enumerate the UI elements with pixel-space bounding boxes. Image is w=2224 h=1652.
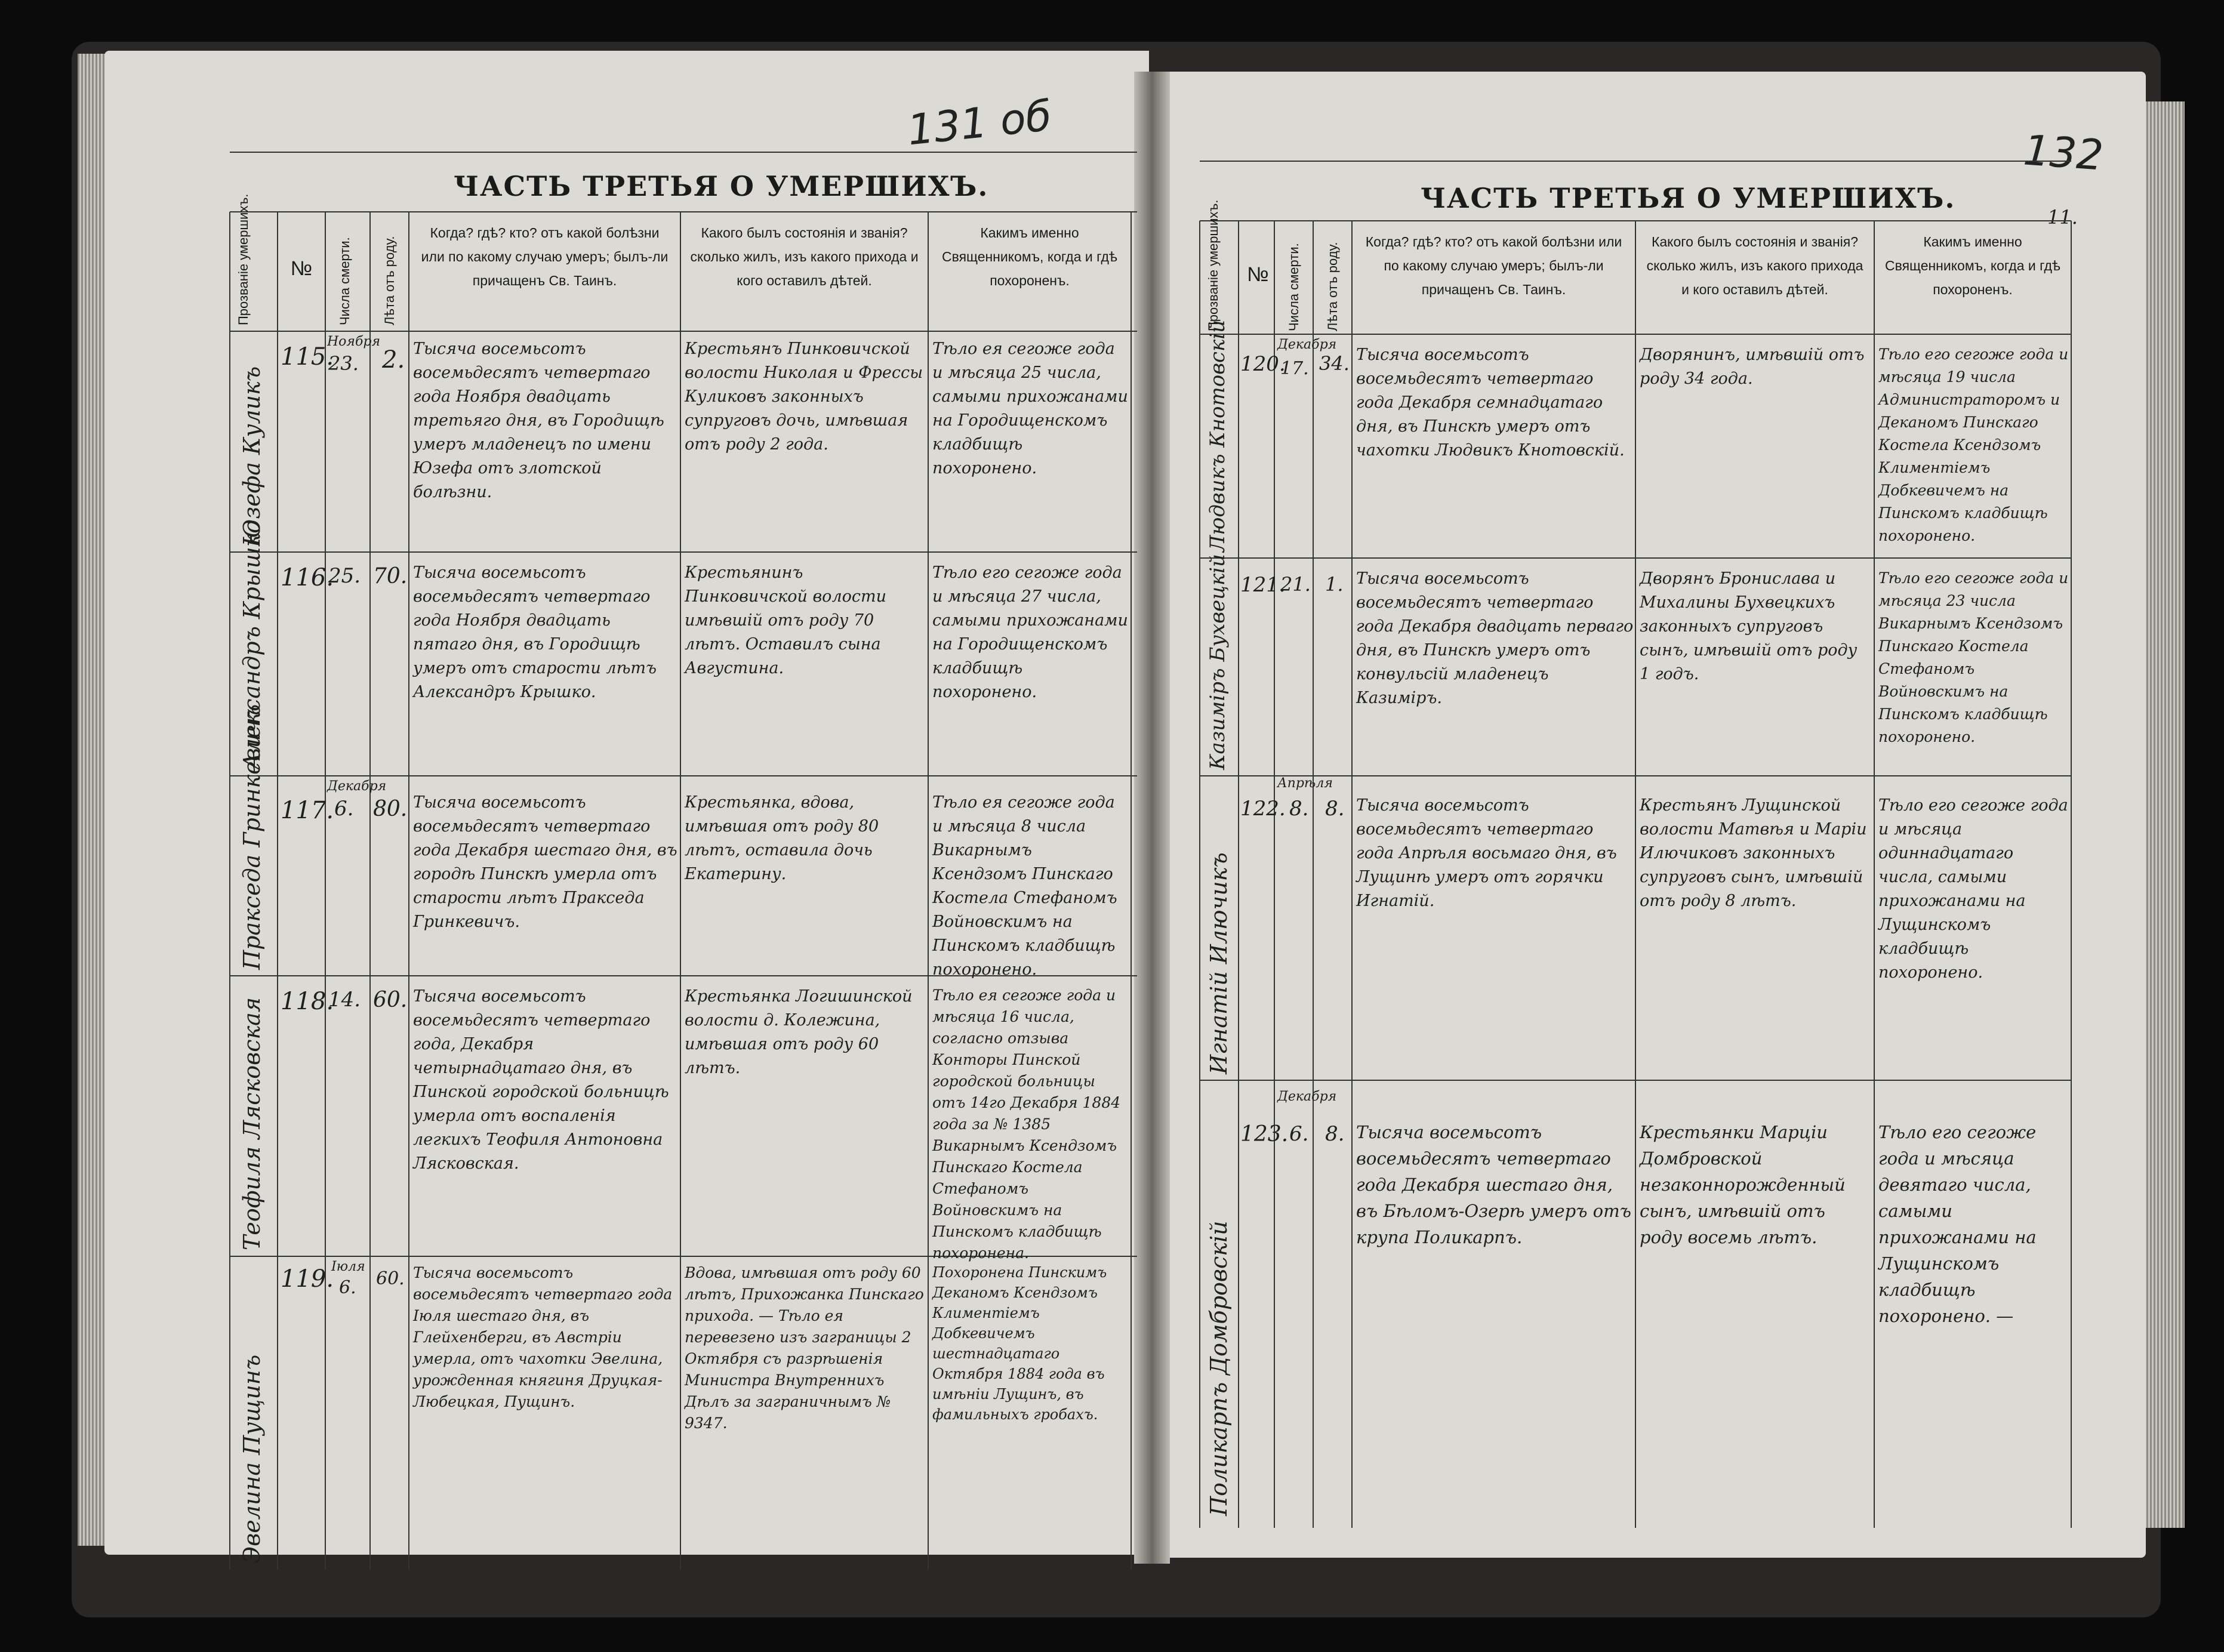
entry-status: Дворянинъ, имѣвшій отъ роду 34 года.	[1640, 346, 1865, 388]
entry-number: 123.	[1240, 1122, 1289, 1146]
heading-right: ЧАСТЬ ТРЕТЬЯ О УМЕРШИХЪ.	[1421, 182, 1956, 214]
entry-day: 17.	[1280, 358, 1309, 379]
entry-burial: Тѣло ея сегоже года и мѣсяца 25 числа, самыми прихожанами на Городищенскомъ кладбищѣ похоронено.	[932, 340, 1128, 477]
entry-age: 60.	[373, 988, 408, 1012]
col-surname-left: Прозваніе умершихъ.	[236, 193, 251, 325]
entry-number: 117.	[281, 797, 334, 824]
entry-status: Крестьянки Марціи Домбровской незаконнорожденный сынъ, имѣвшій отъ роду восемь лѣтъ.	[1640, 1122, 1846, 1247]
entry-name: Пракседа Гринкевичъ	[239, 704, 265, 970]
entry-name: Эвелина Пущинъ	[239, 1354, 265, 1564]
entry-name: Поликарпъ Домбровскій	[1206, 1220, 1232, 1516]
entry-when: Тысяча восемьсотъ восемьдесятъ четвертаго года Іюля шестаго дня, въ Глейхенберги, въ Австріи умерла, отъ чахотки Эвелина, урожденная княгиня Друцкая-Любецкая, Пущинъ.	[413, 1264, 673, 1410]
col-surname-right: Прозваніе умершихъ.	[1206, 199, 1221, 331]
col-status-left: Какого былъ состоянія и званія? сколько жилъ, изъ какого прихода и кого оставилъ дѣтей.	[690, 225, 919, 288]
entry-when: Тысяча восемьсотъ восемьдесятъ четвертаго года Декабря семнадцатаго дня, въ Пинскѣ умеръ отъ чахотки Людвикъ Кнотовскій.	[1356, 346, 1625, 460]
entry-day: 25.	[328, 564, 361, 588]
entry-status: Крестьянъ Пинковичской волости Николая и Фрессы Куликовъ законныхъ супруговъ дочь, имѣвшая отъ роду 2 года.	[685, 340, 923, 454]
entry-when: Тысяча восемьсотъ восемьдесятъ четвертаго года Декабря шестаго дня, въ городѣ Пинскѣ умерла отъ старости лѣтъ Пракседа Гринкевичъ.	[413, 793, 677, 931]
col-death-date-right: Числа смерти.	[1286, 243, 1301, 331]
entry-age: 60.	[376, 1268, 405, 1289]
entry-age: 70.	[373, 564, 408, 588]
entry-when: Тысяча восемьсотъ восемьдесятъ четвертаго года Апрѣля восьмаго дня, въ Лущинѣ умеръ отъ горячки Игнатій.	[1356, 796, 1617, 910]
entry-month: Ноября	[327, 334, 381, 349]
entry-name: Казиміръ Бухвецкій	[1206, 554, 1230, 770]
entry-when: Тысяча восемьсотъ восемьдесятъ четвертаго года Ноября двадцать пятаго дня, въ Городищѣ умеръ отъ старости лѣтъ Александръ Крышко.	[413, 563, 657, 701]
col-when-right: Когда? гдѣ? кто? отъ какой болѣзни или по какому случаю умеръ; былъ-ли причащенъ Св. Таинъ.	[1365, 234, 1622, 297]
entry-age: 34.	[1319, 352, 1350, 375]
col-burial-right: Какимъ именно Священникомъ, когда и гдѣ похороненъ.	[1885, 234, 2060, 297]
entry-status: Крестьянка, вдова, имѣвшая отъ роду 80 лѣтъ, оставила дочь Екатерину.	[685, 793, 879, 883]
entry-burial: Тѣло его сегоже года и мѣсяца 27 числа, самыми прихожанами на Городищенскомъ кладбищѣ похоронено.	[932, 563, 1128, 701]
entry-month: Декабря	[1277, 337, 1337, 352]
entry-age: 2.	[382, 346, 405, 374]
entry-month: Апрѣля	[1277, 776, 1333, 791]
entry-age: 8.	[1325, 1122, 1345, 1146]
entry-burial: Тѣло его сегоже года и мѣсяца одиннадцатаго числа, самыми прихожанами на Лущинскомъ кладбищѣ похоронено.	[1878, 796, 2068, 982]
entry-age: 80.	[373, 797, 408, 821]
entry-burial: Тѣло ея сегоже года и мѣсяца 8 числа Викарнымъ Ксендзомъ Пинскаго Костела Стефаномъ Войновскимъ на Пинскомъ кладбищѣ похоронено.	[932, 793, 1117, 979]
entry-age: 1.	[1325, 573, 1344, 596]
entry-name: Александръ Крышко	[239, 519, 265, 770]
entry-number: 122.	[1240, 797, 1286, 821]
entry-status: Крестьянка Логишинской волости д. Колежина, имѣвшая отъ роду 60 лѣтъ.	[685, 987, 913, 1077]
entry-status: Вдова, имѣвшая отъ роду 60 лѣтъ, Прихожанка Пинскаго прихода. — Тѣло ея перевезено изъ заграницы 2 Октября съ разрѣшенія Министра Внутреннихъ Дѣлъ за заграничнымъ № 9347.	[685, 1264, 924, 1432]
col-when-left: Когда? гдѣ? кто? отъ какой болѣзни или по какому случаю умеръ; былъ-ли причащенъ Св. Таинъ.	[421, 225, 669, 288]
entry-number: 118.	[281, 988, 334, 1015]
entry-day: 8.	[1289, 797, 1309, 821]
entry-month: Декабря	[1277, 1089, 1337, 1104]
col-status-right: Какого былъ состоянія и званія? сколько жилъ, изъ какого прихода и кого оставилъ дѣтей.	[1646, 234, 1863, 297]
entry-number: 119.	[281, 1265, 334, 1293]
entry-burial: Похоронена Пинскимъ Деканомъ Ксендзомъ Климентіемъ Добкевичемъ шестнадцатаго Октября 1884 года въ имѣніи Лущинъ, въ фамильныхъ гробахъ.	[932, 1264, 1107, 1423]
entry-number: 121.	[1240, 573, 1286, 597]
entry-status: Крестьянъ Лущинской волости Матвѣя и Маріи Илючиковъ законныхъ супруговъ сынъ, имѣвшій отъ роду 8 лѣтъ.	[1640, 796, 1867, 910]
entry-when: Тысяча восемьсотъ восемьдесятъ четвертаго года Декабря шестаго дня, въ Бѣломъ-Озерѣ умеръ отъ крупа Поликарпъ.	[1356, 1122, 1631, 1247]
entry-burial: Тѣло его сегоже года и мѣсяца девятаго числа, самыми прихожанами на Лущинскомъ кладбищѣ похоронено. —	[1878, 1122, 2037, 1326]
entry-day: 21.	[1280, 573, 1311, 596]
entry-burial: Тѣло его сегоже года и мѣсяца 23 числа Викарнымъ Ксендзомъ Пинскаго Костела Стефаномъ Войновскимъ на Пинскомъ кладбищѣ похоронено.	[1878, 569, 2069, 745]
entry-number: 120.	[1240, 352, 1286, 376]
col-age-right: Лѣта отъ роду.	[1325, 242, 1340, 331]
entry-day: 6.	[334, 797, 354, 821]
folio-left: 131 об	[905, 91, 1054, 155]
col-age-left: Лѣта отъ роду.	[382, 236, 397, 325]
entry-when: Тысяча восемьсотъ восемьдесятъ четвертаго года, Декабря четырнадцатаго дня, въ Пинской городской больницѣ умерла отъ воспаленія легкихъ Теофиля Антоновна Лясковская.	[413, 987, 669, 1173]
entry-number: 115.	[281, 343, 334, 371]
folio-right: 132	[2022, 125, 2105, 180]
entry-name: Юзефа Куликъ	[239, 366, 265, 546]
entry-month: Іюля	[331, 1259, 365, 1274]
entry-status: Дворянъ Бронислава и Михалины Бухвецкихъ законныхъ супруговъ сынъ, имѣвшій отъ роду 1 годъ.	[1640, 569, 1858, 683]
folio-right-corner: 11.	[2047, 206, 2078, 229]
entry-day: 6.	[339, 1277, 356, 1298]
col-burial-left: Какимъ именно Священникомъ, когда и гдѣ похороненъ.	[942, 225, 1117, 288]
entry-month: Декабря	[327, 779, 387, 794]
heading-left: ЧАСТЬ ТРЕТЬЯ О УМЕРШИХЪ.	[454, 170, 989, 202]
entry-day: 23.	[328, 352, 359, 375]
entry-name: Игнатій Илючикъ	[1206, 852, 1232, 1074]
col-number-left: №	[290, 257, 313, 280]
entry-age: 8.	[1325, 797, 1345, 821]
entry-day: 6.	[1289, 1122, 1309, 1146]
col-number-right: №	[1247, 263, 1269, 286]
entry-when: Тысяча восемьсотъ восемьдесятъ четвертаго года Декабря двадцать перваго дня, въ Пинскѣ умеръ отъ конвульсій младенецъ Казиміръ.	[1356, 569, 1634, 707]
entry-when: Тысяча восемьсотъ восемьдесятъ четвертаго года Ноября двадцать третьяго дня, въ Городищѣ умеръ младенецъ по имени Юзефа отъ злотской болѣзни.	[413, 340, 664, 501]
entry-status: Крестьянинъ Пинковичской волости имѣвшій отъ роду 70 лѣтъ. Оставилъ сына Августина.	[685, 563, 887, 677]
entry-number: 116.	[281, 564, 334, 591]
entry-name: Теофиля Лясковская	[239, 997, 265, 1250]
entry-name: Людвикъ Кнотовскій	[1206, 319, 1230, 552]
entry-burial: Тѣло ея сегоже года и мѣсяца 16 числа, согласно отзыва Конторы Пинской городской больницы отъ 14го Декабря 1884 года за № 1385 Викарнымъ Ксендзомъ Пинскаго Костела Стефаномъ Войновскимъ на Пинскомъ кладбищѣ похоронена.	[932, 987, 1121, 1262]
entry-day: 14.	[328, 988, 361, 1012]
col-death-date-left: Числа смерти.	[337, 237, 352, 325]
entry-burial: Тѣло его сегоже года и мѣсяца 19 числа Администраторомъ и Деканомъ Пинскаго Костела Ксендзомъ Климентіемъ Добкевичемъ на Пинскомъ кладбищѣ похоронено.	[1878, 346, 2069, 544]
